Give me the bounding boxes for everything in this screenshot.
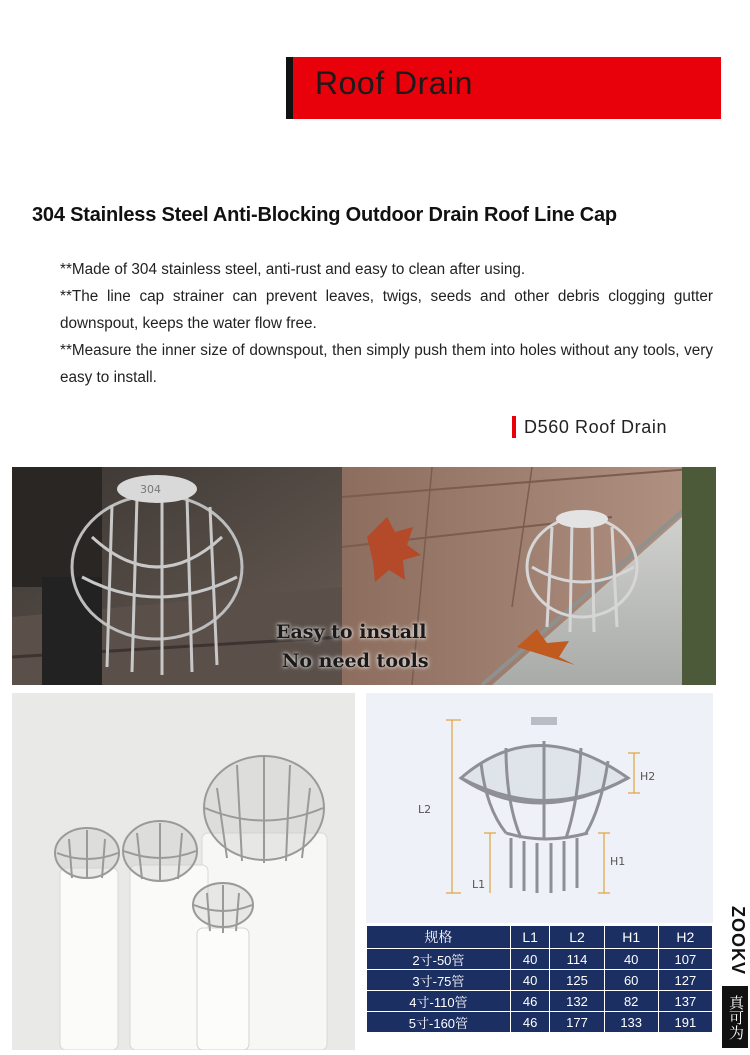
table-row <box>367 1012 713 1033</box>
description-line: **Measure the inner size of downspout, then simply push them into holes without any tools, very easy to install. <box>60 342 713 386</box>
cell-h1: 60 <box>604 970 658 991</box>
cell-h2: 127 <box>658 970 712 991</box>
strainer-medium <box>123 821 197 881</box>
header-h1: H1 <box>604 926 658 949</box>
cell-l2: 177 <box>550 1012 604 1033</box>
product-title: 304 Stainless Steel Anti-Blocking Outdoor Drain Roof Line Cap <box>32 204 617 226</box>
label-l2: L2 <box>418 803 432 816</box>
product-description <box>60 256 713 391</box>
cell-h1: 82 <box>604 991 658 1012</box>
cell-l1: 46 <box>510 1012 550 1033</box>
cell-l2: 132 <box>550 991 604 1012</box>
cell-spec: 2寸-50管 <box>367 949 511 970</box>
installation-photo <box>12 467 716 685</box>
cell-spec: 5寸-160管 <box>367 1012 511 1033</box>
cell-h2: 107 <box>658 949 712 970</box>
header-h2: H2 <box>658 926 712 949</box>
cap-stamp: 304 <box>140 483 161 496</box>
cell-h2: 137 <box>658 991 712 1012</box>
description-line: **Made of 304 stainless steel, anti-rust and easy to clean after using. <box>60 261 526 278</box>
cell-l2: 114 <box>550 949 604 970</box>
cell-l1: 40 <box>510 949 550 970</box>
label-l1: L1 <box>472 878 486 891</box>
table-header-row <box>367 926 713 949</box>
cell-spec: 3寸-75管 <box>367 970 511 991</box>
dimension-diagram <box>366 693 713 923</box>
header-l2: L2 <box>550 926 604 949</box>
header-banner <box>286 57 721 119</box>
header-l1: L1 <box>510 926 550 949</box>
product-size-photo <box>12 693 355 1050</box>
description-line: **The line cap strainer can prevent leaves, twigs, seeds and other debris clogging gutter downspout, keeps the water flow free. <box>60 288 713 332</box>
spec-table <box>366 925 713 1033</box>
brand-chinese: 真可为 <box>722 986 748 1048</box>
brand-name: ZOOKV <box>728 906 748 976</box>
label-h2: H2 <box>640 770 656 783</box>
cell-h2: 191 <box>658 1012 712 1033</box>
cell-l2: 125 <box>550 970 604 991</box>
install-caption-line1: Easy to install <box>276 621 427 643</box>
header-spec: 规格 <box>367 926 511 949</box>
label-h1: H1 <box>610 855 626 868</box>
strainer-small <box>55 828 119 879</box>
table-row <box>367 991 713 1012</box>
banner-title: Roof Drain <box>315 65 473 101</box>
table-row <box>367 970 713 991</box>
cell-h1: 133 <box>604 1012 658 1033</box>
cell-l1: 46 <box>510 991 550 1012</box>
table-row <box>367 949 713 970</box>
model-label <box>512 416 667 438</box>
model-accent-bar <box>512 416 516 438</box>
install-caption-line2: No need tools <box>282 650 429 672</box>
model-label-text: D560 Roof Drain <box>524 416 668 437</box>
brand-logo <box>720 906 750 1050</box>
cell-spec: 4寸-110管 <box>367 991 511 1012</box>
strainer-diagram <box>461 741 628 893</box>
cell-l1: 40 <box>510 970 550 991</box>
cell-h1: 40 <box>604 949 658 970</box>
